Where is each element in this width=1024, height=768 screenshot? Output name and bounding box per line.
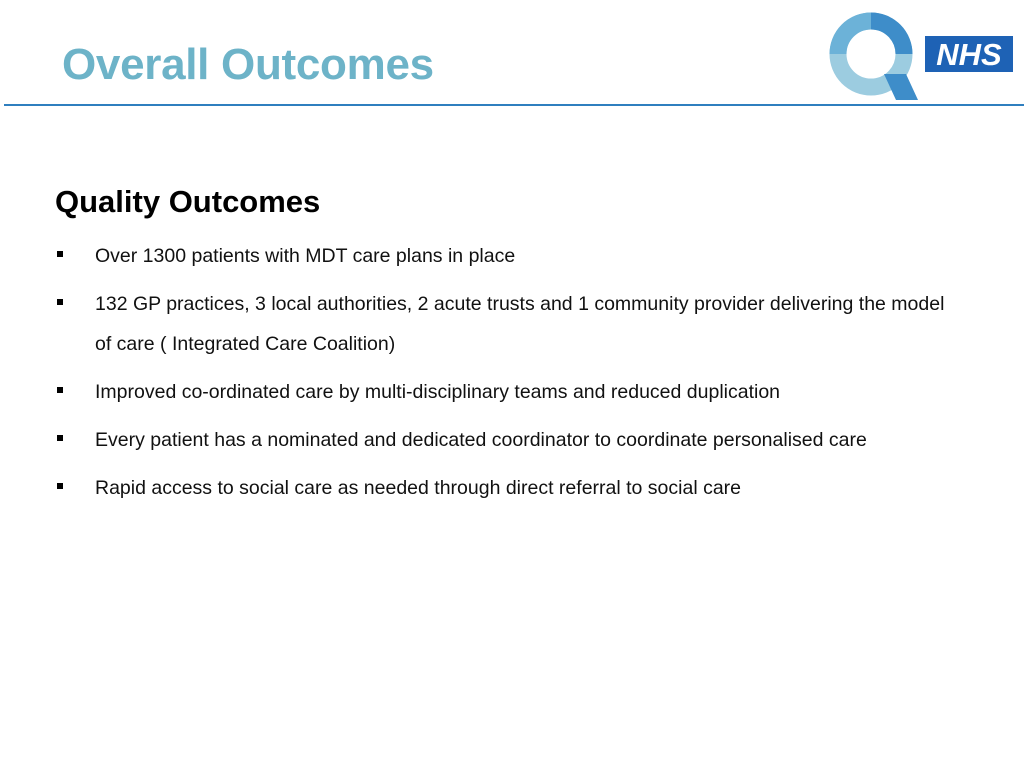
bullet-list bbox=[54, 236, 954, 516]
bullet-text: Over 1300 patients with MDT care plans in place bbox=[95, 245, 516, 267]
list-item bbox=[54, 236, 954, 276]
list-item bbox=[54, 468, 954, 508]
q-logo-icon bbox=[826, 8, 920, 102]
bullet-icon bbox=[57, 387, 63, 393]
list-item bbox=[54, 420, 954, 460]
list-item bbox=[54, 372, 954, 412]
bullet-icon bbox=[57, 435, 63, 441]
bullet-text: Rapid access to social care as needed through direct referral to social care bbox=[95, 477, 742, 499]
bullet-icon bbox=[57, 299, 63, 305]
bullet-icon bbox=[57, 251, 63, 257]
nhs-logo bbox=[925, 36, 1013, 72]
nhs-logo-text: NHS bbox=[936, 37, 1002, 72]
slide-title: Overall Outcomes bbox=[62, 40, 434, 89]
bullet-text: Every patient has a nominated and dedicated coordinator to coordinate personalised care bbox=[95, 429, 867, 451]
section-heading: Quality Outcomes bbox=[55, 184, 321, 219]
title-divider bbox=[4, 104, 1024, 106]
bullet-text: 132 GP practices, 3 local authorities, 2 acute trusts and 1 community provider delivering the model of care ( Integrated Care Coalition) bbox=[95, 293, 945, 355]
bullet-text: Improved co-ordinated care by multi-disciplinary teams and reduced duplication bbox=[95, 381, 781, 403]
list-item bbox=[54, 284, 954, 364]
bullet-icon bbox=[57, 483, 63, 489]
